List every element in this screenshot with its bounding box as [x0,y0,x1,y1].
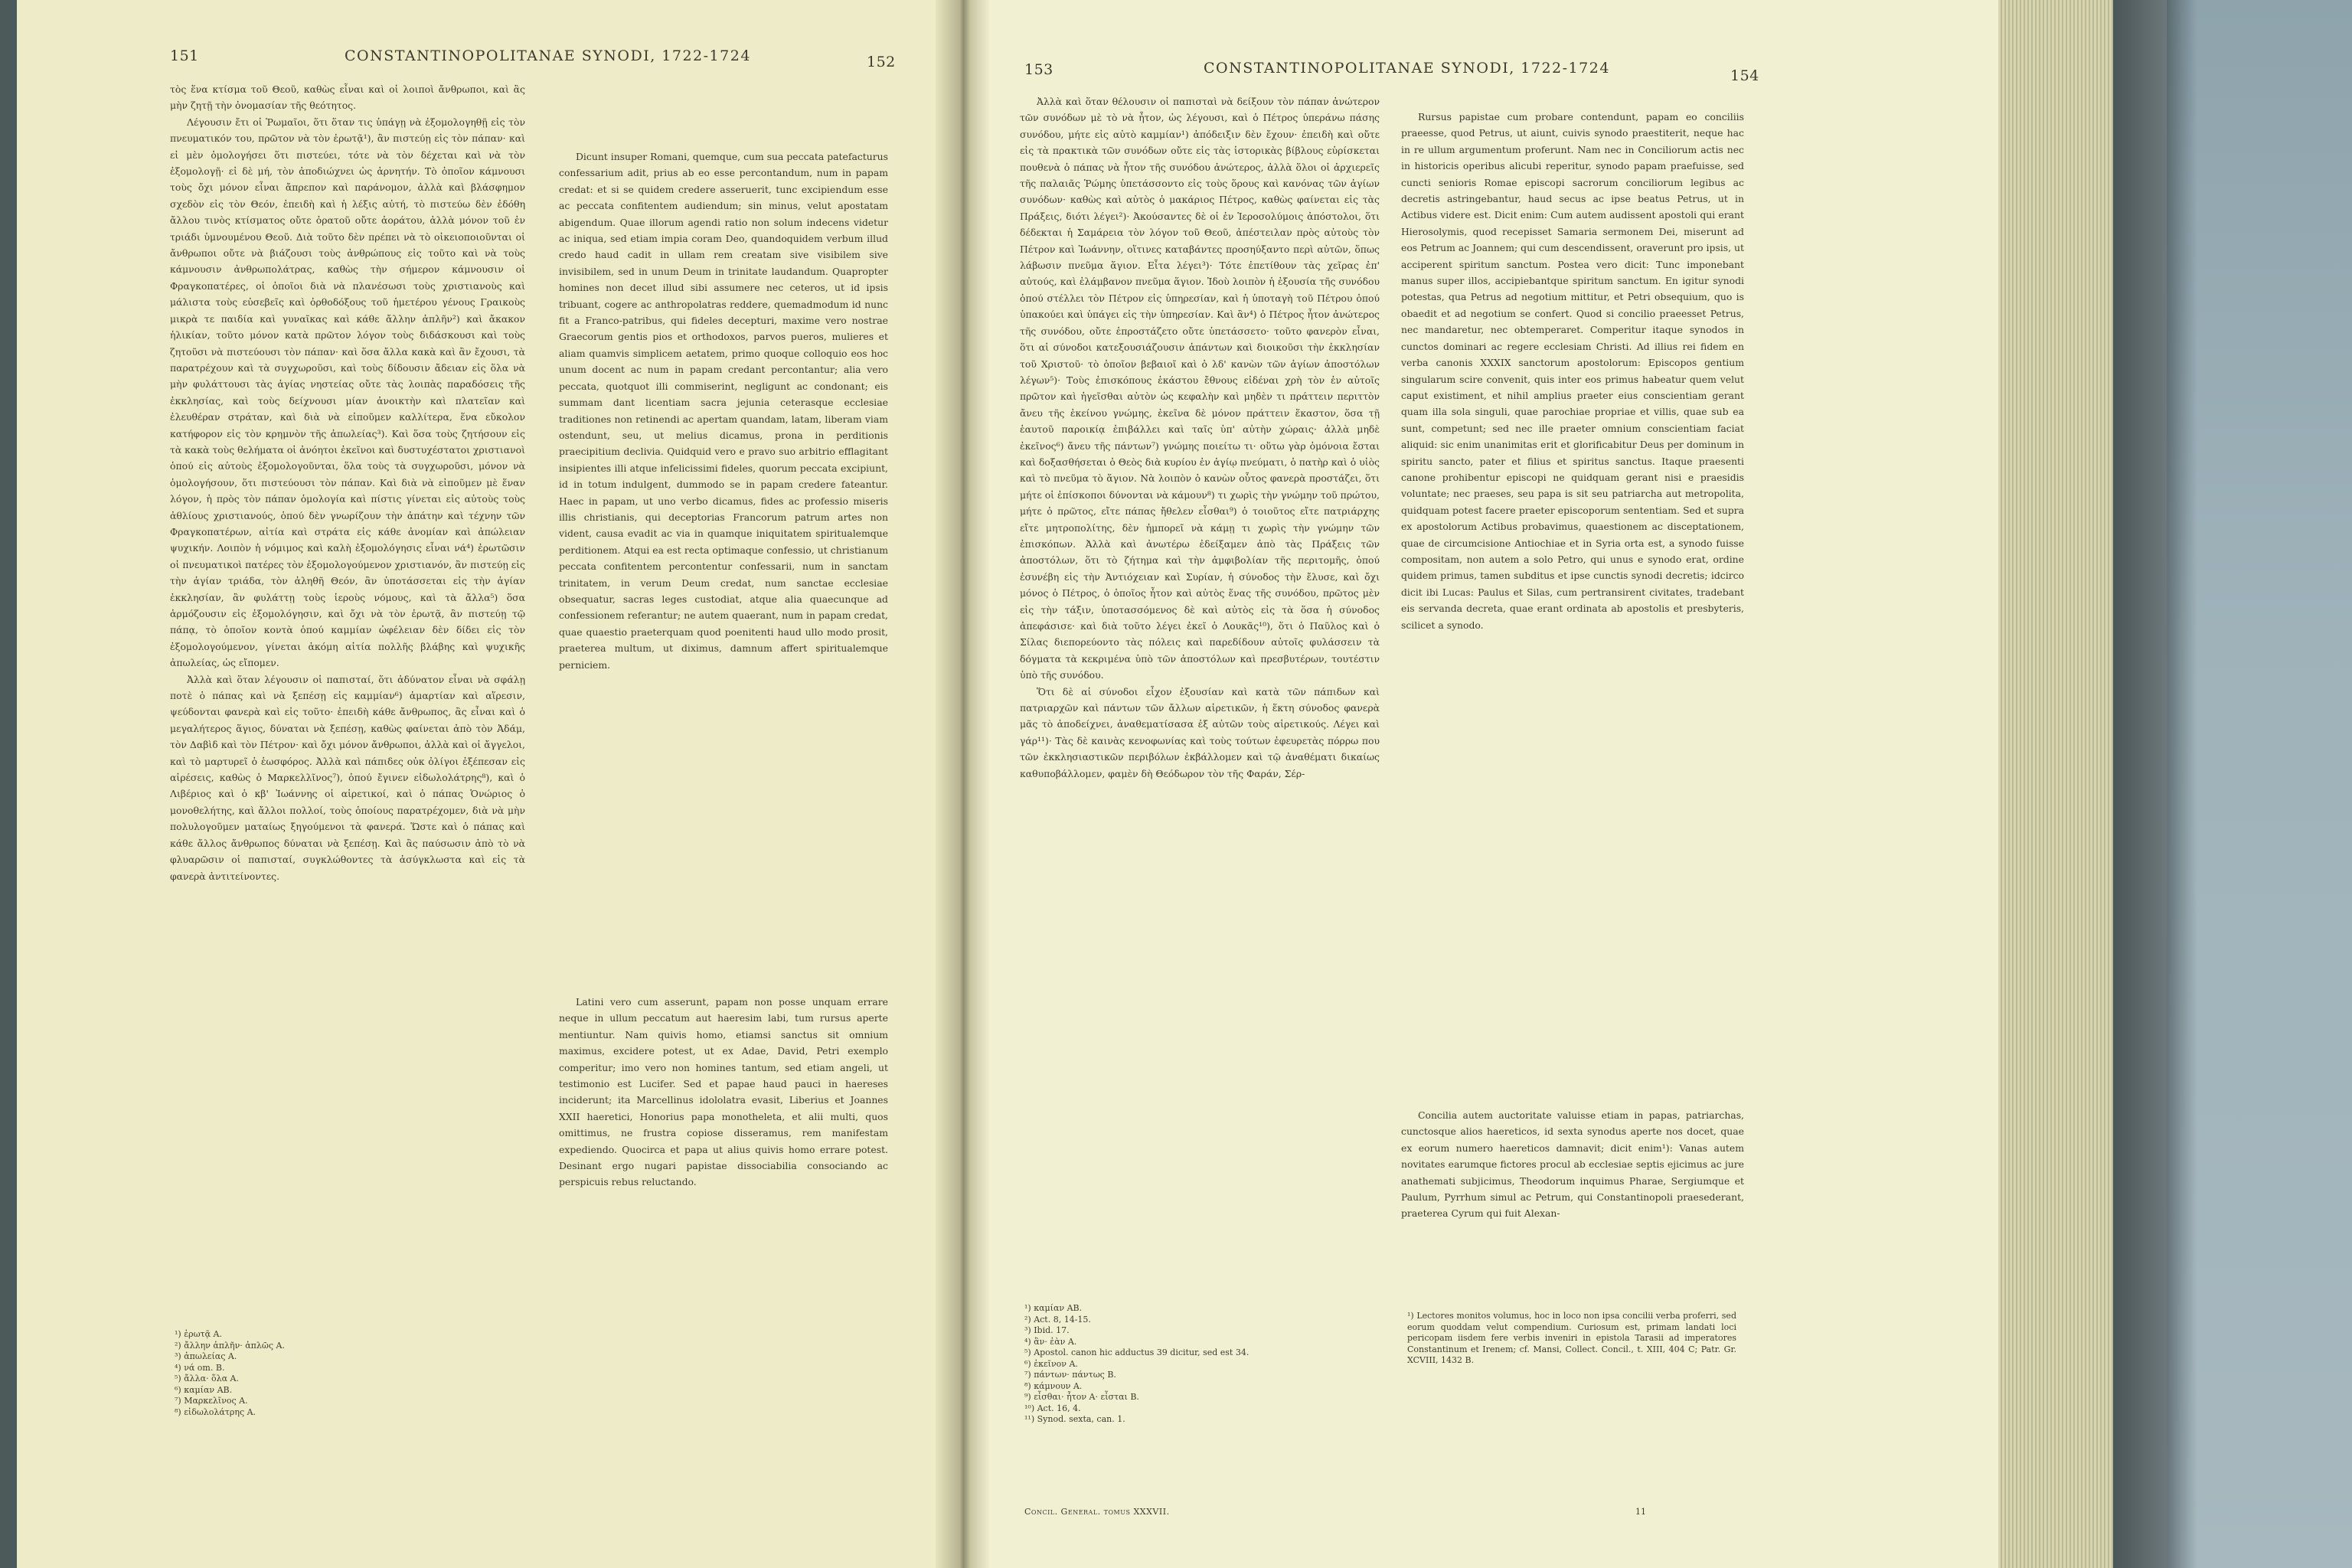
page-number-154: 154 [1730,67,1759,84]
page-number-151: 151 [170,47,199,64]
page-edges [1998,0,2113,1568]
page-number-153: 153 [1024,61,1054,78]
latin-paragraph: Concilia autem auctoritate valuisse etiam in papas, patriarchas, cunctosque alios haereticos, id sexta synodus aperte nos docet, quae ex eorum numero haereticos damnavit; dicit enim¹): Vanas autem novitates earumque fictores procul ab ecclesiae septis ejicimus ac jure anathemati subjicimus, Theodorum inquimus Pharae, Sergiumque et Paulum, Pyrrhum simul ac Petrum, qui Constantinopoli praesederant, praeterea Cyrum qui fuit Alexan- [1401,1109,1744,1220]
right-greek-footnotes [1024,1303,1361,1504]
signature-number-text: 11 [1635,1507,1646,1517]
footnote: ¹) καμίαν AB. [1024,1303,1083,1313]
greek-paragraph: Ἀλλὰ καὶ ὅταν θέλουσιν οἱ παπισταὶ νὰ δείξουν τὸν πάπαν ἀνώτερον τῶν συνόδων μὲ τὸ νὰ ἦτον, ὡς λέγουσι, καὶ ὁ Πέτρος ὑπεράνω πάσης συνόδου, μήτε εἰς αὐτὸ καμμίαν¹) ἀπόδειξιν δὲν ἔχουν· ἐπειδὴ καὶ οὔτε εἰς τὰ πρακτικὰ τῶν συνόδων οὔτε εἰς τὰς ἱστορικὰς βίβλους εὑρίσκεται πουθενὰ ὁ πάπας νὰ ἦτον τῆς συνόδου ἀνώτερος, ἀλλὰ ὅλοι οἱ ἀρχιερεῖς τῆς παλαιᾶς Ῥώμης ὑπετάσσοντο εἰς τοὺς ὅρους καὶ κανόνας τῶν ἁγίων συνόδων· καθὼς καὶ αὐτὸς ὁ μακάριος Πέτρος, καθὼς φαίνεται εἰς τὰς Πράξεις, διότι λέγει²)· Ἀκούσαντες δὲ οἱ ἐν Ἱεροσολύμοις ἀπόστολοι, ὅτι δέδεκται ἡ Σαμάρεια τὸν λόγον τοῦ Θεοῦ, ἀπέστειλαν πρὸς αὐτοὺς τὸν Πέτρον καὶ Ἰωάννην, οἵτινες καταβάντες προσηύξαντο περὶ αὐτῶν, ὅπως λάβωσιν πνεῦμα ἅγιον. Εἶτα λέγει³)· Τότε ἐπετίθουν τὰς χεῖρας ἐπ' αὐτούς, καὶ ἐλάμβανον πνεῦμα ἅγιον. Ἰδοὺ λοιπὸν ἡ ἐξουσία τῆς συνόδου ὁπού στέλλει τὸν Πέτρον εἰς ὑπηρεσίαν, καὶ ἡ ὑποταγὴ τοῦ Πέτρου ὁπού ὑπακούει καὶ ὑπάγει εἰς τὴν ὑπηρεσίαν. Καὶ ἂν⁴) ὁ Πέτρος ἦτον ἀνώτερος τῆς συνόδου, οὔτε ἐπροστάζετο οὔτε ὑπετάσσετο· τοῦτο φανερὸν εἶναι, ὅτι αἱ σύνοδοι κατεξουσιάζουσιν ἁπάντων καὶ διοικοῦσι τὴν ἐκκλησίαν τοῦ Χριστοῦ· τὸ ὁποῖον βεβαιοῖ καὶ ὁ λδ' κανὼν τῶν ἁγίων ἀποστόλων λέγων⁵)· Τοὺς ἐπισκόπους ἑκάστου ἔθνους εἰδέναι χρὴ τὸν ἐν αὐτοῖς πρῶτον καὶ ἡγεῖσθαι αὐτὸν ὡς κεφαλὴν καὶ μηδὲν τι πράττειν περιττὸν ἄνευ τῆς ἐκείνου γνώμης, ἐκεῖνα δὲ μόνον πράττειν ἕκαστον, ὅσα τῇ ἑαυτοῦ παροικίᾳ ἐπιβάλλει καὶ ταῖς ὑπ' αὐτὴν χώραις· ἀλλὰ μηδὲ ἐκεῖνος⁶) ἄνευ τῆς πάντων⁷) γνώμης ποιείτω τι· οὕτω γὰρ ὁμόνοια ἔσται καὶ δοξασθήσεται ὁ Θεὸς διὰ κυρίου ἐν ἁγίῳ πνεύματι, ὁ πατὴρ καὶ ὁ υἱὸς καὶ τὸ πνεῦμα τὸ ἅγιον. Νὰ λοιπὸν ὁ κανὼν οὗτος φανερὰ προστάζει, ὅτι μήτε οἱ ἐπίσκοποι δύνονται νὰ κάμουν⁸) τι χωρὶς τὴν γνώμην τοῦ πρώτου, μήτε ὁ πρῶτος, εἴτε πάπας ἤθελεν εἶσθαι⁹) ὁ τοιοῦτος εἴτε πατριάρχης εἴτε μητροπολίτης, δὲν ἠμπορεῖ νὰ κάμῃ τι χωρὶς τὴν γνώμην τῶν ἐπισκόπων. Ἀλλὰ καὶ ἀνωτέρω ἐδείξαμεν ἀπὸ τὰς Πράξεις τῶν ἀποστόλων, ὅτι τὸ ζήτημα καὶ τὴν ἀμφιβολίαν τῆς περιτομῆς, ὁπού ἐσυνέβη εἰς τὴν Ἀντιόχειαν καὶ Συρίαν, ἡ σύνοδος τὴν ἔλυσε, καὶ ὄχι μόνος ὁ Πέτρος, ὁ ὁποῖος ἦτον καὶ αὐτὸς ἕνας τῆς συνόδου, πρῶτος μὲν εἰς τὴν τάξιν, ὑποτασσόμενος δὲ καὶ αὐτὸς εἰς τὰ ὅσα ἡ σύνοδος ἀπεφάσισε· καὶ διὰ τοῦτο λέγει ἐκεῖ ὁ Λουκᾶς¹⁰), ὅτι ὁ Παῦλος καὶ ὁ Σίλας διεπορεύοντο τὰς πόλεις καὶ παρεδίδουν αὐτοῖς φυλάσσειν τὰ δόγματα τὰ κεκριμένα ὑπὸ τῶν ἀποστόλων καὶ πρεσβυτέρων, τουτέστιν ὑπὸ τῆς συνόδου. [1020,96,1380,681]
signature-text: Concil. General. tomus XXXVII. [1024,1507,1170,1517]
footnote: ⁴) ἂν· ἐὰν A. [1024,1336,1077,1347]
left-latin-column-2 [559,994,888,1285]
right-latin-footnote [1407,1311,1736,1403]
footnote: ¹¹) Synod. sexta, can. 1. [1024,1414,1125,1424]
latin-paragraph: Latini vero cum asserunt, papam non posse unquam errare neque in ullum peccatum aut haeresim labi, tum rursus aperte mentiuntur. Nam quivis homo, etiamsi sanctus sit omnium maximus, excidere potest, ut ex Adae, David, Petri exemplo comperitur; imo vero non homines tantum, sed etiam angeli, ut testimonio est Lucifer. Sed et papae haud pauci in haereses inciderunt; ita Marcellinus idololatra evasit, Liberius et Joannes XXII haeretici, Honorius papa monotheleta, et alii multi, quos omittimus, ne frustra copiose disseramus, rem manifestam expediendo. Quocirca et papa ut alius quivis homo errare potest. Desinant ergo nugari papistae dissociabilia consociando ac perspicuis rebus reluctando. [559,996,888,1188]
footnote: ⁵) Apostol. canon hic adductus 39 dicitur, sed est 34. [1024,1348,1250,1357]
right-latin-column-2 [1401,1107,1744,1285]
greek-paragraph: Λέγουσιν ἔτι οἱ Ῥωμαῖοι, ὅτι ὅταν τις ὑπάγῃ νὰ ἐξομολογηθῇ εἰς τὸν πνευματικόν του, πρῶτον νὰ τὸν ἐρωτᾷ¹), ἂν πιστεύῃ εἰς τὸν πάπαν· καὶ εἰ μὲν ὁμολογήσει ὅτι πιστεύει, τότε νὰ τὸν δέχεται καὶ νὰ τὸν ἐξομολογῇ· εἰ δὲ μή, τὸν ἀποδιώχνει ὡς ἀρνητήν. Τὸ ὁποῖον κάμνουσι τοὺς ὄχι μόνον εἶναι ἄπρεπον καὶ παράνομον, ἀλλὰ καὶ βλάσφημον σχεδὸν εἰς τὸν Θεόν, ἐπειδὴ καὶ ἡ λέξις αὐτή, τὸ πιστεύω δὲν ἐδόθη ἄλλου τινὸς κτίσματος οὔτε ὁρατοῦ οὔτε ἀοράτου, ἀλλὰ μόνον τοῦ ἐν τριάδι ὑμνουμένου Θεοῦ. Διὰ τοῦτο δὲν πρέπει νὰ τὸ οἰκειοποιοῦνται οἱ ἄνθρωποι οὔτε νὰ βιάζουσι τοὺς ἀνθρώπους εἰς τοῦτο καὶ νὰ τοὺς κάμνουσιν ἀνθρωπολάτρας, καθὼς τὴν σήμερον κάμνουσιν οἱ Φραγκοπατέρες, οἱ ὁποῖοι διὰ νὰ πλανέσωσι τοὺς χριστιανοὺς καὶ μάλιστα τοὺς εὐσεβεῖς καὶ ὀρθοδόξους τοῦ ἡμετέρου γένους Γραικοὺς μικρὰ τε παιδία καὶ γυναῖκας καὶ κάθε ἄλλην ἁπλῆν²) καὶ ἄκακον ἡλικίαν, τοῦτο μόνον κατὰ πρῶτον λόγον τοὺς διδάσκουσι καὶ τοὺς ζητοῦσι νὰ πιστεύουσι τὸν πάπαν· καὶ ὅσα ἄλλα κακὰ καὶ ἂν ἔχουσι, τὰ παρατρέχουν καὶ τὰ συγχωροῦσι, καὶ τοὺς δίδουσιν ἄδειαν εἰς ὅλα νὰ μὴν φυλάττουσι τὰς ἁγίας νηστείας οὔτε τὰς λοιπὰς παραδόσεις τῆς ἐκκλησίας, καὶ τοὺς δείχνουσι μίαν ἀνοικτὴν καὶ πλατεῖαν καὶ ἐλευθέραν στράταν, καὶ διὰ νὰ εἰποῦμεν καλλίτερα, ἕνα εὔκολον κατήφορον εἰς τὸν κρημνὸν τῆς ἀπωλείας³). Καὶ ὅσα τοὺς ζητήσουν εἰς τὰ κακὰ τοὺς θελήματα οἱ ἀνόητοι ἐκεῖνοι καὶ δυστυχέστατοι χριστιανοὶ ὁπού εἰς αὐτοὺς ἐξομολογοῦνται, ὅλα τοὺς τὰ συγχωροῦσι, μόνον νὰ ὁμολογήσουν, ὅτι πιστεύουσι τὸν πάπαν. Καὶ διὰ νὰ εἰποῦμεν μὲ ἕναν λόγον, ἡ πρὸς τὸν πάπαν ὁμολογία καὶ πίστις γίνεται εἰς αὐτοὺς τοὺς ἀθλίους χριστιανούς, ὁπού δὲν γνωρίζουν τὴν ἀπάτην καὶ τέχνην τῶν Φραγκοπατέρων, αἰτία καὶ στράτα εἰς κάθε ἀνομίαν καὶ ἀπώλειαν ψυχικήν. Λοιπὸν ἡ νόμιμος καὶ καλὴ ἐξομολόγησις εἶναι νά⁴) ἐρωτῶσιν οἱ πνευματικοὶ πατέρες τὸν ἐξομολογούμενον χριστιανόν, ἂν πιστεύῃ εἰς τὴν ἁγίαν τριάδα, τὸν ἀληθῆ Θεόν, ἂν ὑποτάσσεται εἰς τὴν ἁγίαν ἐκκλησίαν, ἂν φυλάττῃ τοὺς ἱεροὺς νόμους, καὶ τὰ ἄλλα⁵) ὅσα ἁρμόζουσιν εἰς ἐξομολόγησιν, καὶ ὄχι νὰ τὸν ἐρωτᾷ, ἂν πιστεύῃ τῷ πάπᾳ, τὸ ὁποῖον κοντὰ ὁπού καμμίαν ὠφέλειαν δὲν δίδει εἰς τὸν ἐξομολογούμενον, γίνεται ἀκόμη αἰτία πολλῆς βλάβης καὶ ψυχικῆς ἀπωλείας, ὡς εἴπομεν. [170,116,525,669]
footnote: ⁷) Μαρκελῖνος A. [175,1396,248,1406]
footnote: ¹⁰) Act. 16, 4. [1024,1403,1081,1413]
left-footnotes [175,1329,496,1467]
left-running-title: CONSTANTINOPOLITANAE SYNODI, 1722-1724 [345,47,751,64]
signature-title [1024,1507,1331,1521]
greek-paragraph: τὸς ἕνα κτίσμα τοῦ Θεοῦ, καθὼς εἶναι καὶ οἱ λοιποὶ ἄνθρωποι, καὶ ἂς μὴν ζητῇ τὴν ὀνομασίαν τῆς θεότητος. [170,83,525,112]
right-running-title: CONSTANTINOPOLITANAE SYNODI, 1722-1724 [1204,60,1610,77]
right-latin-column-1 [1401,109,1744,928]
footnote: ⁸) κάμνουν A. [1024,1380,1083,1391]
footnote: ⁹) εἶσθαι· ἦτον A· εἶσται B. [1024,1392,1139,1402]
footnote: ⁶) καμίαν AB. [175,1384,233,1395]
footnote: ⁴) νά om. B. [175,1362,225,1373]
footnote: ³) Ibid. 17. [1024,1325,1070,1335]
left-greek-column [170,81,525,1291]
footnote: ⁸) εἰδωλολάτρης A. [175,1406,256,1417]
greek-paragraph: Ὅτι δὲ αἱ σύνοδοι εἶχον ἐξουσίαν καὶ κατὰ τῶν πάπιδων καὶ πατριαρχῶν καὶ πάντων τῶν ἄλλων αἱρετικῶν, ἡ ἕκτη σύνοδος φανερὰ μᾶς τὸ ἀποδείχνει, ἀναθεματίσασα ἐξ αὐτῶν τοὺς αἱρετικούς. Λέγει καὶ γάρ¹¹)· Τὰς δὲ καινὰς κενοφωνίας καὶ τοὺς τούτων ἐφευρετὰς πόρρω που τῶν ἐκκλησιαστικῶν περιβόλων ἐκβάλλομεν καὶ τῷ ἀναθέματι δικαίως καθυποβάλλομεν, φαμὲν δὴ Θεόδωρον τὸν τῆς Φαράν, Σέρ- [1020,685,1380,779]
latin-paragraph: Rursus papistae cum probare contendunt, papam eo conciliis praeesse, quod Petrus, ut aiunt, cuivis synodo praestiterit, neque hac in re ullum argumentum proferunt. Nam nec in Conciliorum actis nec in historicis operibus alicubi reperitur, synodo papam praefuisse, sed cuncti senioris Romae episcopi sacrorum conciliorum legibus ac decretis astringebantur, haud secus ac ipse beatus Petrus, ut in Actibus videre est. Dicit enim: Cum autem audissent apostoli qui erant Hierosolymis, quod recepisset Samaria sermonem Dei, miserunt ad eos Petrum ac Joannem; qui cum descendissent, oraverunt pro ipsis, ut acciperent spiritum sanctum. Postea vero dicit: Tunc imponebant manus super illos, accipiebantque spiritum sanctum. En igitur synodi potestas, qua Petrus ad negotium mittitur, et Petri obsequium, quo is obaedit et ad negotium se confert. Quod si concilio praeesset Petrus, nec mandaretur, nec obtemperaret. Comperitur itaque synodos in cunctos dominari ac regere ecclesiam Christi. Ad illius rei fidem en verba canonis XXXIX sanctorum apostolorum: Episcopos gentium singularum scire convenit, quis inter eos primus habeatur quem velut caput existiment, et nihil amplius praeter eius conscientiam gerant quam illa sola singuli, quae parochiae propriae et villis, quae sub ea sunt, competunt; sed nec ille praeter omnium conscientiam faciat aliquid: sic enim unanimitas erit et glorificabitur Deus per dominum in spiritu sancto, pater et filius et spiritus sanctus. Itaque praesenti canone prohibentur episcopi ne quidquam gerant nisi e praesidis voluntate; nec praeses, seu papa is sit seu patriarcha aut metropolita, quidquam potest facere praeter episcoporum sententiam. Sed et supra ex apostolorum Actibus probavimus, quaestionem ac disceptationem, quae de circumcisione Antiochiae et in Syria orta est, a synodo fuisse compositam, non autem a solo Petro, qui unus e synodo erat, ordine quidem primus, tamen subditus et ipse cunctis synodi decretis; idcirco dicit ibi Lucas: Paulus et Silas, cum pertransirent civitates, tradebant eis servanda decreta, quae erant ordinata ab apostolis et presbyteris, scilicet a synodo. [1401,111,1744,631]
footnote: ³) ἀπωλείας A. [175,1351,237,1361]
footnote: ¹) ἐρωτᾷ A. [175,1329,222,1339]
footnote: ²) Act. 8, 14-15. [1024,1314,1091,1325]
footnote: ²) ἄλλην ἁπλῆν· ἁπλῶς A. [175,1340,285,1351]
book-cover-edge [2113,0,2167,1568]
greek-paragraph: Ἀλλὰ καὶ ὅταν λέγουσιν οἱ παπισταί, ὅτι ἀδύνατον εἶναι νὰ σφάλῃ ποτὲ ὁ πάπας καὶ νὰ ξεπέσῃ εἰς καμμίαν⁶) ἁμαρτίαν καὶ αἵρεσιν, ψεύδονται φανερὰ καὶ εἰς τοῦτο· ἐπειδὴ κάθε ἄνθρωπος, ἂς εἶναι καὶ ὁ μεγαλήτερος ἅγιος, δύναται νὰ ξεπέσῃ, καθὼς φαίνεται ἀπὸ τὸν Ἀδάμ, τὸν Δαβὶδ καὶ τὸν Πέτρον· καὶ ὄχι μόνον ἄνθρωποι, ἀλλὰ καὶ οἱ ἄγγελοι, καὶ τὸ μαρτυρεῖ ὁ ἑωσφόρος. Ἀλλὰ καὶ πάπιδες οὐκ ὀλίγοι ἐξέπεσαν εἰς αἱρέσεις, καθὼς ὁ Μαρκελλῖνος⁷), ὁπού ἔγινεν εἰδωλολάτρης⁸), καὶ ὁ Λιβέριος καὶ ὁ κβ' Ἰωάννης οἱ αἱρετικοί, καὶ ὁ πάπας Ὁνώριος ὁ μονοθελήτης, καὶ ἄλλοι πολλοί, τοὺς ὁποίους παρατρέχομεν, διὰ νὰ μὴν πολυλογοῦμεν ματαίως ξηγούμενοι τὰ φανερά. Ὥστε καὶ ὁ πάπας καὶ κάθε ἄλλος ἄνθρωπος δύναται νὰ ξεπέσῃ. Καὶ ἂς παύσωσιν ἀπὸ τὸ νὰ φλυαρῶσιν οἱ παπισταί, συγκλώθοντες τὰ ἀσύγκλωστα καὶ εἰς τὰ φανερὰ ἀντιτείνοντες. [170,673,525,882]
signature-number [1635,1507,1666,1521]
latin-paragraph: Dicunt insuper Romani, quemque, cum sua peccata patefacturus confessarium adit, prius ab eo esse percontandum, num in papam credat: et si se quidem credere asseruerit, tunc excipiendum esse ac peccata confitentem audiendum; sin minus, velut apostatam abigendum. Quae illorum agendi ratio non solum indecens videtur ac iniqua, sed etiam impia coram Deo, quandoquidem verbum illud credo haud cadit in ullam rem creatam sive visibilem sive invisibilem, sed in unum Deum in trinitate laudandum. Quapropter homines non decet illud sibi assumere nec ceteros, ut id ipsis tribuant, cogere ac anthropolatras reddere, quemadmodum id nunc fit a Franco-patribus, qui fideles decepturi, maxime vero nostrae Graecorum gentis pios et orthodoxos, parvos pueros, mulieres et aliam quamvis simplicem aetatem, primo quoque colloquio eos hoc unum docent ac num in papam credant percontantur; alia vero peccata, quotquot illi commiserint, negligunt ac condonant; eis summam dant licentiam sacra jejunia ceterasque ecclesiae traditiones non retinendi ac apertam quandam, latam, liberam viam ostendunt, seu, ut melius dicamus, prona in perditionis praecipitium declivia. Quidquid vero e pravo suo arbitrio efflagitant insipientes illi atque infelicissimi fideles, quorum peccata excipiunt, id in totum indulgent, dummodo se in papam credere fateantur. Haec in papam, ut uno verbo dicamus, fides ac professio miseris illis christianis, qui deceptorias Francorum patrum artes non vident, causa evadit ac via in quamque iniquitatem spiritualemque perditionem. Atqui ea est recta optimaque confessio, ut christianum peccata confitentem percontentur confessarii, num in sanctam trinitatem, in verum Deum credat, num sanctae ecclesiae obsequatur, sacras leges custodiat, atque alia quaecunque ad confessionem referantur; ne autem quaerant, num in papam credat, quae quaestio praeterquam quod poenitenti haud ullo modo prosit, praeterea multum, ut diximus, damnum affert spiritualemque perniciem. [559,151,888,671]
left-latin-column-1 [559,149,888,975]
right-greek-column [1020,93,1380,1303]
page-number-152: 152 [867,54,896,70]
footnote: ¹) Lectores monitos volumus, hoc in loco non ipsa concilii verba proferri, sed eorum quoddam velut compendium. Curiosum est, primam landati loci pericopam iisdem fere verbis inveniri in epistola Tarasii ad imperatores Constantinum et Irenem; cf. Mansi, Collect. Concil., t. XIII, 404 C; Patr. Gr. XCVIII, 1432 B. [1407,1311,1736,1365]
cloth-shadow [2167,0,2197,1568]
footnote: ⁶) ἐκεῖνον A. [1024,1358,1078,1369]
footnote: ⁷) πάντων· πάντως B. [1024,1370,1116,1380]
book-gutter [936,0,989,1568]
footnote: ⁵) ἄλλα· ὅλα A. [175,1374,239,1383]
